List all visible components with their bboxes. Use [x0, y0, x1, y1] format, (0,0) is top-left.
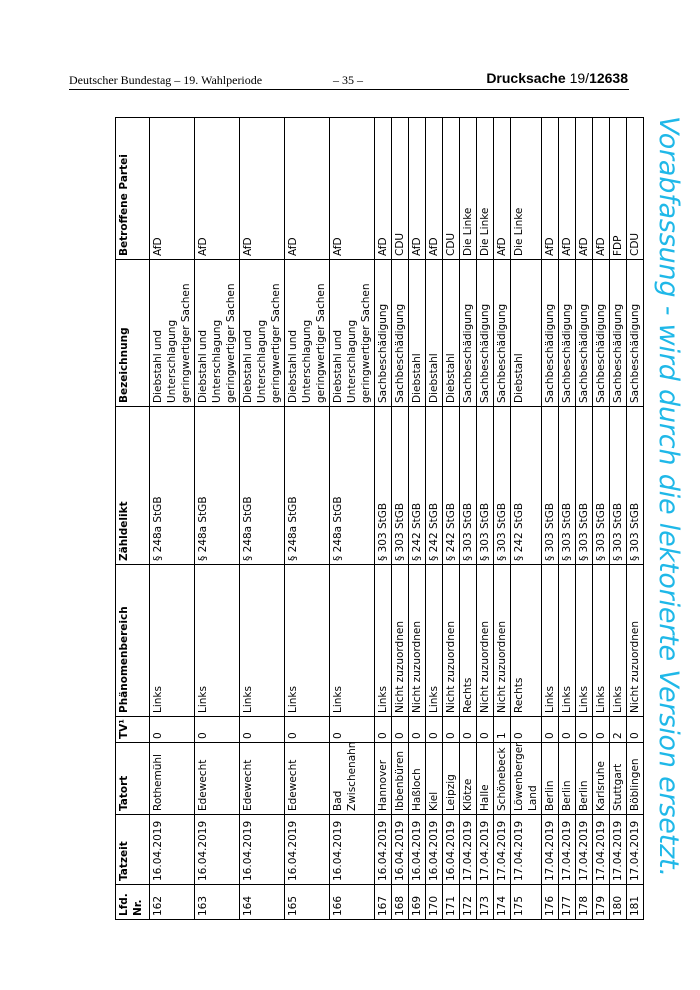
cell-lfd-nr: 174 — [494, 885, 511, 920]
table-row — [150, 118, 195, 920]
cell-betroffene-partei: Die Linke — [460, 118, 477, 260]
cell-betroffene-partei: Die Linke — [477, 118, 494, 260]
cell-tatzeit: 17.04.2019 — [542, 815, 559, 885]
cell-betroffene-partei: CDU — [443, 118, 460, 260]
cell-tv: 0 — [511, 717, 542, 743]
cell-tatzeit: 17.04.2019 — [494, 815, 511, 885]
cell-tatort: Berlin — [576, 743, 593, 815]
cell-betroffene-partei: AfD — [559, 118, 576, 260]
cell-bezeichnung: Sachbeschädigung — [494, 260, 511, 407]
cell-lfd-nr: 171 — [443, 885, 460, 920]
column-betroffene-partei-header: Betroffene Partei — [116, 118, 150, 260]
cell-lfd-nr: 172 — [460, 885, 477, 920]
cell-tv: 0 — [576, 717, 593, 743]
cell-tatzeit: 17.04.2019 — [559, 815, 576, 885]
cell-tatzeit: 17.04.2019 — [593, 815, 610, 885]
cell-tatzeit: 16.04.2019 — [330, 815, 375, 885]
cell-tatort: Stuttgart — [610, 743, 627, 815]
cell-zaehldelikt: § 248a StGB — [330, 407, 375, 565]
cell-bezeichnung: Sachbeschädigung — [542, 260, 559, 407]
column-bezeichnung-header: Bezeichnung — [116, 260, 150, 407]
cell-zaehldelikt: § 303 StGB — [559, 407, 576, 565]
table-row — [542, 118, 559, 920]
cell-phaenomenbereich: Links — [330, 565, 375, 717]
cell-tv: 0 — [426, 717, 443, 743]
column-lfd-nr-header: Lfd. Nr. — [116, 885, 150, 920]
cell-lfd-nr: 165 — [285, 885, 330, 920]
cell-tatzeit: 17.04.2019 — [610, 815, 627, 885]
cell-tv: 0 — [460, 717, 477, 743]
cell-lfd-nr: 163 — [195, 885, 240, 920]
table-row — [330, 118, 375, 920]
cell-tatort: Edewecht — [240, 743, 285, 815]
cell-lfd-nr: 181 — [627, 885, 644, 920]
cell-zaehldelikt: § 303 StGB — [477, 407, 494, 565]
cell-tv: 0 — [443, 717, 460, 743]
cell-zaehldelikt: § 303 StGB — [375, 407, 392, 565]
cell-zaehldelikt: § 303 StGB — [576, 407, 593, 565]
cell-tatort: Böblingen — [627, 743, 644, 815]
header-rule — [69, 89, 629, 90]
cell-tv: 0 — [240, 717, 285, 743]
watermark-text: Vorabfassung - wird durch die lektorierte Version ersetzt. — [653, 116, 684, 877]
cell-bezeichnung: Sachbeschädigung — [559, 260, 576, 407]
cell-betroffene-partei: CDU — [627, 118, 644, 260]
cell-tv: 0 — [477, 717, 494, 743]
cell-betroffene-partei: AfD — [150, 118, 195, 260]
cell-phaenomenbereich: Nicht zuzuordnen — [494, 565, 511, 717]
cell-phaenomenbereich: Links — [195, 565, 240, 717]
cell-bezeichnung: Diebstahl und Unterschlagung geringwertiger Sachen — [195, 260, 240, 407]
cell-tatort: Kiel — [426, 743, 443, 815]
cell-bezeichnung: Sachbeschädigung — [392, 260, 409, 407]
cell-tv: 0 — [627, 717, 644, 743]
cell-lfd-nr: 164 — [240, 885, 285, 920]
cell-phaenomenbereich: Links — [593, 565, 610, 717]
cell-tatort: Löwenberger Land — [511, 743, 542, 815]
cell-tatort: Haßloch — [409, 743, 426, 815]
cell-zaehldelikt: § 303 StGB — [392, 407, 409, 565]
cell-lfd-nr: 169 — [409, 885, 426, 920]
cell-betroffene-partei: CDU — [392, 118, 409, 260]
cell-tv: 0 — [593, 717, 610, 743]
cell-tv: 1 — [494, 717, 511, 743]
cell-betroffene-partei: AfD — [576, 118, 593, 260]
cell-betroffene-partei: AfD — [426, 118, 443, 260]
cell-phaenomenbereich: Links — [150, 565, 195, 717]
cell-tv: 0 — [195, 717, 240, 743]
watermark — [645, 116, 691, 920]
cell-phaenomenbereich: Links — [542, 565, 559, 717]
cell-phaenomenbereich: Links — [426, 565, 443, 717]
table-container — [115, 118, 641, 920]
cell-lfd-nr: 175 — [511, 885, 542, 920]
table-row — [494, 118, 511, 920]
table-row — [627, 118, 644, 920]
cell-tatort: Ibbenbüren — [392, 743, 409, 815]
table-row — [593, 118, 610, 920]
cell-tatzeit: 16.04.2019 — [443, 815, 460, 885]
cell-zaehldelikt: § 303 StGB — [460, 407, 477, 565]
cell-bezeichnung: Sachbeschädigung — [610, 260, 627, 407]
cell-zaehldelikt: § 303 StGB — [494, 407, 511, 565]
cell-tatzeit: 16.04.2019 — [150, 815, 195, 885]
cell-zaehldelikt: § 248a StGB — [150, 407, 195, 565]
cell-lfd-nr: 176 — [542, 885, 559, 920]
cell-zaehldelikt: § 242 StGB — [409, 407, 426, 565]
cell-betroffene-partei: AfD — [409, 118, 426, 260]
cell-tatzeit: 17.04.2019 — [627, 815, 644, 885]
cell-phaenomenbereich: Links — [559, 565, 576, 717]
cell-tv: 2 — [610, 717, 627, 743]
cell-lfd-nr: 180 — [610, 885, 627, 920]
cell-tatort: Berlin — [542, 743, 559, 815]
cell-zaehldelikt: § 303 StGB — [593, 407, 610, 565]
document-number-id: 12638 — [589, 70, 628, 86]
cell-lfd-nr: 162 — [150, 885, 195, 920]
column-phaenomenbereich-header: Phänomenbereich — [116, 565, 150, 717]
cell-phaenomenbereich: Links — [240, 565, 285, 717]
cell-tatort: Edewecht — [285, 743, 330, 815]
cell-lfd-nr: 173 — [477, 885, 494, 920]
cell-bezeichnung: Diebstahl und Unterschlagung geringwertiger Sachen — [150, 260, 195, 407]
table-row — [443, 118, 460, 920]
cell-betroffene-partei: AfD — [240, 118, 285, 260]
cell-tatzeit: 16.04.2019 — [240, 815, 285, 885]
table-row — [511, 118, 542, 920]
cell-bezeichnung: Diebstahl und Unterschlagung geringwertiger Sachen — [285, 260, 330, 407]
rotated-table-frame — [115, 118, 641, 920]
table-row — [375, 118, 392, 920]
cell-zaehldelikt: § 242 StGB — [426, 407, 443, 565]
cell-zaehldelikt: § 303 StGB — [542, 407, 559, 565]
cell-tatort: Berlin — [559, 743, 576, 815]
table-row — [477, 118, 494, 920]
cell-betroffene-partei: AfD — [285, 118, 330, 260]
cell-tatzeit: 17.04.2019 — [460, 815, 477, 885]
cell-tatort: Karlsruhe — [593, 743, 610, 815]
document-number — [486, 70, 628, 86]
table-row — [426, 118, 443, 920]
document-number-label: Drucksache — [486, 70, 566, 86]
cell-lfd-nr: 167 — [375, 885, 392, 920]
cell-tatort: Bad Zwischenahn — [330, 743, 375, 815]
cell-lfd-nr: 170 — [426, 885, 443, 920]
table-row — [392, 118, 409, 920]
cell-phaenomenbereich: Links — [576, 565, 593, 717]
cell-tatort: Leipzig — [443, 743, 460, 815]
cell-bezeichnung: Sachbeschädigung — [593, 260, 610, 407]
cell-zaehldelikt: § 248a StGB — [195, 407, 240, 565]
cell-phaenomenbereich: Nicht zuzuordnen — [409, 565, 426, 717]
cell-zaehldelikt: § 303 StGB — [610, 407, 627, 565]
cell-tatzeit: 16.04.2019 — [409, 815, 426, 885]
cell-betroffene-partei: AfD — [330, 118, 375, 260]
cell-zaehldelikt: § 248a StGB — [285, 407, 330, 565]
cell-tv: 0 — [285, 717, 330, 743]
cell-betroffene-partei: AfD — [494, 118, 511, 260]
cell-betroffene-partei: FDP — [610, 118, 627, 260]
cell-tatzeit: 17.04.2019 — [576, 815, 593, 885]
header-left-title: Deutscher Bundestag – 19. Wahlperiode — [69, 73, 263, 87]
column-tv-header: TV¹ — [116, 717, 150, 743]
cell-bezeichnung: Diebstahl — [426, 260, 443, 407]
cell-tatzeit: 16.04.2019 — [426, 815, 443, 885]
table-row — [460, 118, 477, 920]
cell-bezeichnung: Diebstahl — [511, 260, 542, 407]
cell-bezeichnung: Diebstahl und Unterschlagung geringwertiger Sachen — [240, 260, 285, 407]
cell-betroffene-partei: AfD — [195, 118, 240, 260]
cell-phaenomenbereich: Links — [610, 565, 627, 717]
column-tatzeit-header: Tatzeit — [116, 815, 150, 885]
table-header-row — [116, 118, 150, 920]
column-zaehldelikt-header: Zähldelikt — [116, 407, 150, 565]
table-row — [195, 118, 240, 920]
cell-phaenomenbereich: Nicht zuzuordnen — [627, 565, 644, 717]
cell-bezeichnung: Sachbeschädigung — [576, 260, 593, 407]
cell-tv: 0 — [559, 717, 576, 743]
cell-phaenomenbereich: Nicht zuzuordnen — [392, 565, 409, 717]
cell-bezeichnung: Diebstahl und Unterschlagung geringwertiger Sachen — [330, 260, 375, 407]
cell-bezeichnung: Diebstahl — [443, 260, 460, 407]
cell-tatort: Hannover — [375, 743, 392, 815]
cell-tatzeit: 17.04.2019 — [511, 815, 542, 885]
cell-tatzeit: 17.04.2019 — [477, 815, 494, 885]
cell-tatort: Halle — [477, 743, 494, 815]
cell-lfd-nr: 166 — [330, 885, 375, 920]
incident-table — [115, 117, 644, 920]
cell-tv: 0 — [330, 717, 375, 743]
cell-bezeichnung: Sachbeschädigung — [375, 260, 392, 407]
table-row — [285, 118, 330, 920]
cell-lfd-nr: 177 — [559, 885, 576, 920]
cell-phaenomenbereich: Links — [375, 565, 392, 717]
cell-betroffene-partei: Die Linke — [511, 118, 542, 260]
cell-phaenomenbereich: Rechts — [511, 565, 542, 717]
table-body — [150, 118, 644, 920]
cell-tv: 0 — [409, 717, 426, 743]
cell-betroffene-partei: AfD — [542, 118, 559, 260]
table-row — [559, 118, 576, 920]
cell-tatzeit: 16.04.2019 — [392, 815, 409, 885]
cell-bezeichnung: Sachbeschädigung — [627, 260, 644, 407]
cell-lfd-nr: 178 — [576, 885, 593, 920]
cell-phaenomenbereich: Rechts — [460, 565, 477, 717]
cell-zaehldelikt: § 248a StGB — [240, 407, 285, 565]
cell-betroffene-partei: AfD — [593, 118, 610, 260]
cell-tatzeit: 16.04.2019 — [285, 815, 330, 885]
cell-bezeichnung: Sachbeschädigung — [460, 260, 477, 407]
cell-zaehldelikt: § 242 StGB — [511, 407, 542, 565]
cell-zaehldelikt: § 303 StGB — [627, 407, 644, 565]
cell-tv: 0 — [542, 717, 559, 743]
cell-lfd-nr: 179 — [593, 885, 610, 920]
table-row — [610, 118, 627, 920]
page-number: – 35 – — [333, 73, 363, 87]
cell-zaehldelikt: § 242 StGB — [443, 407, 460, 565]
cell-tatort: Rothemühl — [150, 743, 195, 815]
cell-lfd-nr: 168 — [392, 885, 409, 920]
table-row — [409, 118, 426, 920]
cell-phaenomenbereich: Nicht zuzuordnen — [477, 565, 494, 717]
column-tatort-header: Tatort — [116, 743, 150, 815]
cell-phaenomenbereich: Links — [285, 565, 330, 717]
cell-phaenomenbereich: Nicht zuzuordnen — [443, 565, 460, 717]
cell-bezeichnung: Sachbeschädigung — [477, 260, 494, 407]
table-row — [240, 118, 285, 920]
cell-tv: 0 — [392, 717, 409, 743]
cell-tv: 0 — [150, 717, 195, 743]
cell-tv: 0 — [375, 717, 392, 743]
cell-tatort: Schönebeck — [494, 743, 511, 815]
cell-tatzeit: 16.04.2019 — [195, 815, 240, 885]
cell-tatort: Klötze — [460, 743, 477, 815]
cell-betroffene-partei: AfD — [375, 118, 392, 260]
cell-tatort: Edewecht — [195, 743, 240, 815]
cell-bezeichnung: Diebstahl — [409, 260, 426, 407]
document-number-period: 19/ — [569, 70, 590, 86]
table-row — [576, 118, 593, 920]
cell-tatzeit: 16.04.2019 — [375, 815, 392, 885]
